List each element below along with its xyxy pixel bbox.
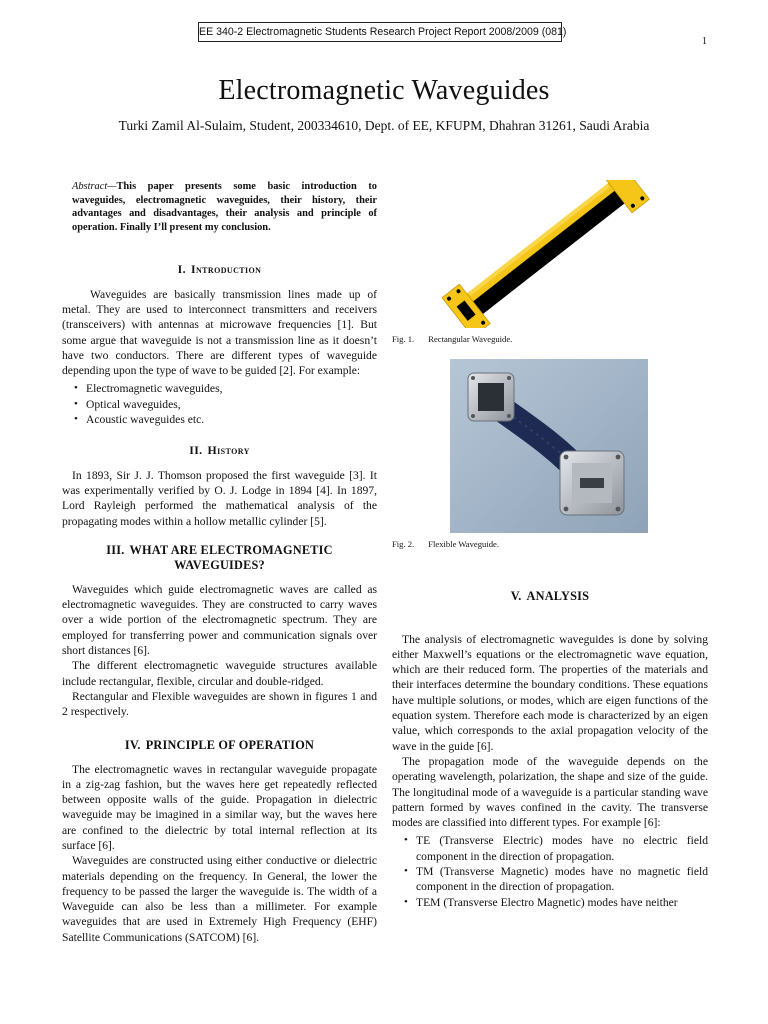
rect-waveguide-figure [392, 180, 708, 328]
flexible-waveguide-figure [450, 359, 648, 533]
figure-caption [392, 537, 708, 552]
abstract-lead: Abstract [72, 181, 108, 192]
abstract-dash: — [107, 181, 117, 192]
figure-label: Fig. 2. [392, 539, 415, 550]
section-numeral: II. [189, 443, 203, 458]
figure-caption-text: Rectangular Waveguide. [428, 334, 513, 344]
section-title: Introduction [191, 262, 262, 277]
list-item: • TEM (Transverse Electro Magnetic) modes have neither [404, 895, 708, 910]
list-item: • Electromagnetic waveguides, [74, 381, 377, 396]
paragraph: The electromagnetic waves in rectangular waveguide propagate in a zig-zag fashion, but the waves here get repeatedly reflected between opposite walls of the guide. Propagation in dielectric waveguide may be imagined in a similar way, but the waves here are confined to the dielectric by total internal reflection at its surface [6]. [62, 762, 377, 852]
running-header: EE 340-2 Electromagnetic Students Research Project Report 2008/2009 (081) [198, 22, 562, 42]
paragraph: Waveguides are basically transmission lines made up of metal. They are used to interconnect transmitters and receivers (transceivers) with antennas at microwave frequencies [1]. But some argue that waveguide is not a transmission line as it doesn’t have two conductors. There are different types of waveguide depending upon the type of wave to be guided [2]. For example: [62, 287, 377, 378]
section-numeral: III. [106, 542, 125, 557]
page-number: 1 [702, 36, 707, 47]
figure-2 [392, 359, 708, 552]
section-numeral: V. [510, 588, 522, 603]
section-numeral: I. [177, 262, 187, 277]
paper-title: Electromagnetic Waveguides [218, 75, 550, 106]
paragraph: Waveguides are constructed using either conductive or dielectric materials depending on the frequency. In General, the lower the frequency to be passed the larger the waveguide is. The width of a Waveguide can also be less than a millimeter. For example waveguides that are used in Extremely High Frequency (EHF) Satellite Communications (SATCOM) [6]. [62, 854, 377, 944]
paragraph: The analysis of electromagnetic waveguides is done by solving either Maxwell’s equations or the electromagnetic wave equation, which are their reduced form. The properties of the materials and their interfaces determine the boundary conditions. These equations have multiple solutions, or modes, which are eigen functions of the equation system. Therefore each mode is characterized by an eigen value, which corresponds to the axial propagation velocity of the wave in the guide [6]. [392, 632, 708, 753]
list-item: • Acoustic waveguides etc. [74, 412, 377, 427]
mode-types-list [404, 833, 708, 909]
paragraph: The propagation mode of the waveguide depends on the operating wavelength, polarization, the shape and size of the guide. The longitudinal mode of a waveguide is a particular standing wave pattern formed by waves confined in the cavity. The transverse modes are classified into different types. For example [6]: [392, 754, 708, 830]
section-title: History [207, 443, 250, 458]
author-line: Turki Zamil Al-Sulaim, Student, 200334610, Dept. of EE, KFUPM, Dhahran 31261, Saudi Arabia [118, 118, 650, 133]
paragraph: The different electromagnetic waveguide structures available include rectangular, flexible, circular and double-ridged. [62, 659, 377, 688]
section-heading-what-are [62, 543, 377, 573]
paragraph: Waveguides which guide electromagnetic waves are called as electromagnetic waveguides. They are constructed to carry waves over a wide portion of the electromagnetic spectrum. They are employed for transferring power and communication signals over short distances [6]. [62, 582, 377, 658]
abstract-body: This paper presents some basic introduction to waveguides, electromagnetic waveguides, their history, their advantages and disadvantages, their analysis and principle of operation. Finally I’ll present my conclusion. [72, 181, 377, 233]
section-heading-history [62, 443, 377, 458]
waveguide-types-list [74, 381, 377, 427]
section-heading-principle [62, 738, 377, 753]
section-heading-introduction [62, 262, 377, 277]
paragraph: In 1893, Sir J. J. Thomson proposed the first waveguide [3]. It was experimentally verified by O. J. Lodge in 1894 [4]. In 1897, Lord Rayleigh performed the mathematical analysis of the propagating modes within a hollow metallic cylinder [5]. [62, 468, 377, 528]
section-title: PRINCIPLE OF OPERATION [145, 737, 315, 752]
right-column [392, 180, 708, 914]
left-column [62, 180, 377, 945]
list-item: • TM (Transverse Magnetic) modes have no magnetic field component in the direction of propagation. [404, 864, 708, 895]
figure-1 [392, 180, 708, 347]
abstract [62, 180, 377, 234]
figure-caption [392, 332, 708, 347]
section-numeral: IV. [124, 737, 141, 752]
figure-caption-text: Flexible Waveguide. [428, 539, 499, 550]
section-title: WHAT ARE ELECTROMAGNETIC WAVEGUIDES? [129, 542, 333, 572]
list-item: • Optical waveguides, [74, 397, 377, 412]
figure-label: Fig. 1. [392, 334, 415, 344]
paragraph: Rectangular and Flexible waveguides are shown in figures 1 and 2 respectively. [62, 689, 377, 719]
list-item: • TE (Transverse Electric) modes have no electric field component in the direction of propagation. [404, 833, 708, 864]
section-title: ANALYSIS [526, 588, 590, 603]
section-heading-analysis [392, 589, 708, 604]
